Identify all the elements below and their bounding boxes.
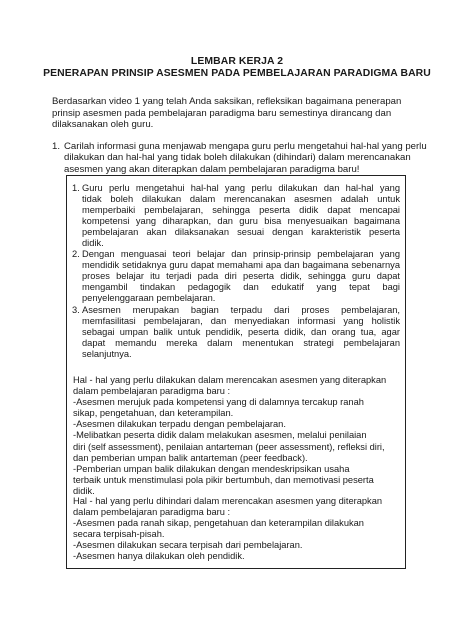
do-line: diri (self assessment), penilaian antarteman (peer assessment), refleksi diri, (73, 441, 385, 452)
dont-line: Hal - hal yang perlu dihindari dalam merencakan asesmen yang diterapkan (73, 496, 383, 506)
worksheet-subtitle: PENERAPAN PRINSIP ASESMEN PADA PEMBELAJARAN PARADIGMA BARU (43, 68, 431, 79)
answer-item-3 (72, 305, 400, 360)
item-number: 2. (72, 249, 80, 259)
dont-line: secara terpisah-pisah. (73, 529, 165, 540)
do-line: dan pemberian umpan balik antarteman (peer feedback). (73, 452, 308, 463)
question-line: dilakukan dan hal-hal yang tidak boleh dilakukan (dihindari) dalam merencanakan (64, 152, 411, 164)
item-line: mengambil tindakan pedagogik dan edukatif yang tepat bagi (82, 282, 400, 293)
intro-line: dilaksanakan oleh guru. (52, 119, 154, 131)
answer-item-2 (72, 249, 400, 304)
dont-line: -Asesmen dilakukan secara terpisah dari pembelajaran. (73, 540, 303, 551)
dont-line: -Asesmen hanya dilakukan oleh pendidik. (73, 551, 245, 562)
item-line: didik. (82, 238, 104, 249)
item-line: dapat memandu mereka dalam menentukan strategi pembelajaran (82, 338, 400, 349)
do-section (73, 375, 403, 497)
item-line: memperbaiki pembelajaran, sehingga peserta didik dapat mencapai (82, 205, 400, 216)
item-line: Asesmen merupakan bagian terpadu dari proses pembelajaran, (82, 305, 400, 315)
question-number: 1. (52, 141, 61, 152)
item-line: Dengan menguasai teori belajar dan prinsip-prinsip pembelajaran yang (82, 249, 400, 259)
item-line: penyelenggaraan pembelajaran. (82, 293, 216, 304)
item-line: proses belajar itu terjadi pada diri peserta didik, sehingga guru dapat (82, 271, 400, 282)
item-line: pembelajaran akan dilaksanakan sesuai dengan karakteristik peserta (82, 227, 400, 238)
item-number: 3. (72, 305, 80, 315)
question-line: Carilah informasi guna menjawab mengapa guru perlu mengetahui hal-hal yang perlu (64, 141, 427, 152)
do-line: -Melibatkan peserta didik dalam melakukan asesmen, melalui penilaian (73, 430, 367, 441)
item-line: kompetensi yang diharapkan, dan guru bisa menyesuaikan bagaimana (82, 216, 400, 227)
question-line: asesmen yang akan diterapkan dalam pembelajaran paradigma baru! (64, 163, 360, 175)
dont-section (73, 496, 403, 563)
item-line: mendidik setidaknya guru dapat memahami apa dan bagaimana sebenarnya (82, 260, 400, 271)
item-line: Guru perlu mengetahui hal-hal yang perlu dilakukan dan hal-hal yang (82, 183, 400, 193)
item-line: selanjutnya. (82, 349, 132, 360)
item-line: memfasilitasi pembelajaran, dan menyediakan informasi yang holistik (82, 316, 400, 327)
worksheet-title: LEMBAR KERJA 2 (190, 56, 284, 67)
do-line: -Asesmen dilakukan terpadu dengan pembelajaran. (73, 419, 286, 430)
answer-item-1 (72, 183, 400, 250)
item-line: tidak boleh dilakukan dalam merencanakan asesmen adalah untuk (82, 194, 400, 205)
do-line: sikap, pengetahuan, dan keterampilan. (73, 408, 234, 419)
item-line: sebagai umpan balik untuk pendidik, peserta didik, dan orang tua, agar (82, 327, 400, 338)
item-number: 1. (72, 183, 80, 193)
intro-line: Berdasarkan video 1 yang telah Anda saksikan, refleksikan bagaimana penerapan (52, 96, 402, 107)
do-line: dalam pembelajaran paradigma baru : (73, 386, 231, 397)
do-line: Hal - hal yang perlu dilakukan dalam merencakan asesmen yang diterapkan (73, 375, 387, 385)
dont-line: dalam pembelajaran paradigma baru : (73, 507, 231, 518)
do-line: -Pemberian umpan balik dilakukan dengan mendeskripsikan usaha (73, 463, 350, 474)
intro-line: prinsip asesmen pada pembelajaran paradigma baru semestinya dirancang dan (52, 107, 392, 119)
answer-box (66, 175, 406, 569)
do-line: -Asesmen merujuk pada kompetensi yang di dalamnya tercakup ranah (73, 397, 364, 408)
intro-paragraph (52, 96, 440, 131)
question-1 (52, 141, 447, 175)
do-line: terbaik untuk menstimulasi pola pikir bertumbuh, dan memotivasi peserta (73, 474, 374, 485)
dont-line: -Asesmen pada ranah sikap, pengetahuan dan keterampilan dilakukan (73, 518, 364, 529)
do-line: didik. (73, 485, 95, 496)
